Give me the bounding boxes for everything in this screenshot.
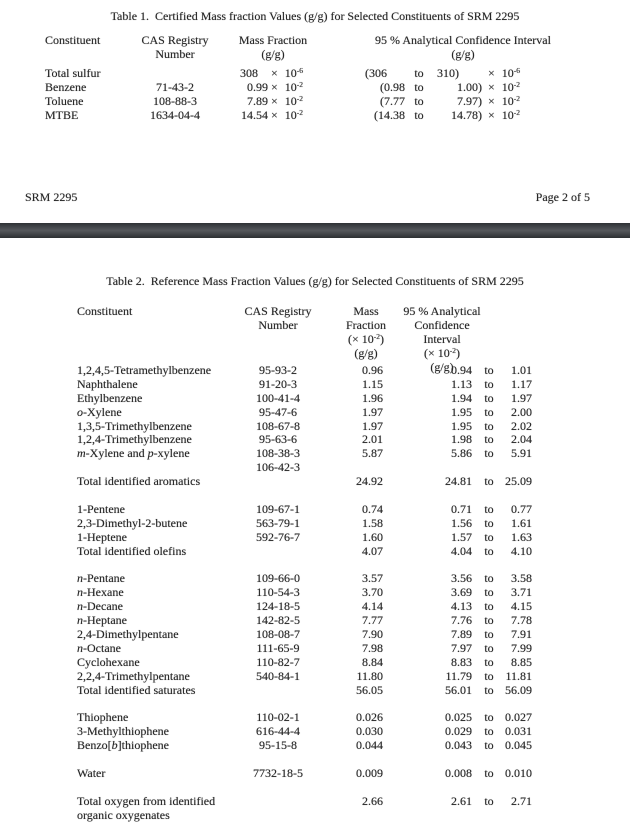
cas-number: 95-93-2 xyxy=(259,363,297,377)
table2-header-mf-line3: (× $10^{-2}$) xyxy=(347,331,384,346)
ci-high-value: 7.91 xyxy=(511,626,532,641)
table1-header-ci-line1: 95 % Analytical Confidence Interval xyxy=(375,33,551,47)
cas-number: 95-15-8 xyxy=(259,738,297,753)
ci-low-value: 3.56 xyxy=(451,571,472,586)
constituent-name: 2,4-Dimethylpentane xyxy=(77,626,179,641)
mass-fraction-value: 3.57 xyxy=(362,571,383,586)
ci-high-value: 0.027 xyxy=(505,710,532,725)
footer-page-number: Page 2 of 5 xyxy=(535,190,590,204)
constituent-name: Total identified aromatics xyxy=(77,474,201,489)
table2-row xyxy=(0,656,630,670)
ci-low-value: (0.98 xyxy=(380,80,405,94)
constituent-name: n-Hexane xyxy=(77,585,124,600)
ci-high-value: 0.045 xyxy=(505,738,532,753)
ci-low-value: 0.029 xyxy=(445,724,472,739)
cas-number: 111-65-9 xyxy=(256,640,300,655)
ci-to-label: to xyxy=(484,529,494,544)
constituent-name: Total sulfur xyxy=(45,66,101,80)
table2-row xyxy=(0,545,630,559)
table2-row xyxy=(0,684,630,698)
ci-high-value: 2.71 xyxy=(511,793,532,808)
ci-to-label: to xyxy=(484,446,494,461)
cas-number: 592-76-7 xyxy=(256,529,300,544)
table2-header-ci-line4: (g/g) xyxy=(430,359,454,374)
ci-to-label: to xyxy=(484,724,494,739)
mass-fraction-value: 1.15 xyxy=(362,376,383,391)
cas-number: 563-79-1 xyxy=(256,515,300,530)
pdf-page-1 xyxy=(0,0,630,223)
table1-header-cas-line1: CAS Registry xyxy=(141,33,209,47)
cas-number: 95-63-6 xyxy=(259,432,297,447)
ci-low-value: 0.008 xyxy=(445,765,472,780)
ci-high-value: 0.77 xyxy=(511,501,532,516)
constituent-name: Thiophene xyxy=(77,710,129,725)
mass-fraction-value: 8.84 xyxy=(362,654,383,669)
ci-high-value: 8.85 xyxy=(511,654,532,669)
ci-high-value: 7.99 xyxy=(511,640,532,655)
table1-header-confidence-interval xyxy=(353,33,573,61)
mass-fraction-value: 3.70 xyxy=(362,585,383,600)
table2-header-constituent: Constituent xyxy=(77,304,133,318)
mass-fraction-value: 14.54 xyxy=(241,108,268,122)
table2-group xyxy=(0,364,630,489)
ci-to-label: to xyxy=(484,571,494,586)
constituent-name-line2: organic oxygenates xyxy=(77,807,170,822)
ci-to-label: to xyxy=(484,682,494,697)
ci-high-value: 56.09 xyxy=(505,682,532,697)
cas-number: 108-88-3 xyxy=(153,94,197,108)
ci-to-label: to xyxy=(484,501,494,516)
ci-low-value: 0.71 xyxy=(451,501,472,516)
table1-header-cas xyxy=(130,33,220,61)
mass-fraction-value: 0.96 xyxy=(362,363,383,377)
table1-header-mass-fraction xyxy=(226,33,320,61)
ci-low-value: 0.043 xyxy=(445,738,472,753)
table2-header-ci-line1: 95 % Analytical xyxy=(403,304,481,318)
table2-row xyxy=(0,572,630,586)
table1-row xyxy=(0,80,630,94)
mass-fraction-value: 1.60 xyxy=(362,529,383,544)
ci-high-value: 1.61 xyxy=(511,515,532,530)
ci-to-label: to xyxy=(484,640,494,655)
table2-row xyxy=(0,392,630,406)
table2-title: Table 2. Reference Mass Fraction Values (g/g) for Selected Constituents of SRM 2295 xyxy=(106,274,524,288)
cas-number: 110-54-3 xyxy=(256,585,300,600)
ci-low-value: 56.01 xyxy=(445,682,472,697)
mass-fraction-value: 0.009 xyxy=(356,765,383,780)
ci-low-value: (306 xyxy=(365,66,387,80)
table2-group xyxy=(0,572,630,697)
ci-high-value: 7.78 xyxy=(511,613,532,628)
table1-header-constituent: Constituent xyxy=(45,33,101,47)
ci-low-value: 7.76 xyxy=(451,613,472,628)
table2-row xyxy=(0,614,630,628)
ci-low-value: 8.83 xyxy=(451,654,472,669)
mass-fraction-value: 24.92 xyxy=(356,474,383,489)
ci-high-value: 7.97) xyxy=(457,94,482,108)
table2-header-cas xyxy=(230,305,326,333)
constituent-name: 2,2,4-Trimethylpentane xyxy=(77,668,190,683)
ci-low-value: 2.61 xyxy=(451,793,472,808)
cas-number: 108-08-7 xyxy=(256,626,300,641)
mass-fraction-value: 0.026 xyxy=(356,710,383,725)
ci-low-value: 4.13 xyxy=(451,599,472,614)
ci-high-value: 2.04 xyxy=(511,432,532,447)
ci-multiplier: × $10^{-2}$ xyxy=(488,94,521,108)
table2-header-mass-fraction xyxy=(330,305,402,361)
ci-high-value: 14.78) xyxy=(451,108,482,122)
table2-row xyxy=(0,600,630,614)
table2-row xyxy=(0,364,630,378)
ci-high-value: 3.71 xyxy=(511,585,532,600)
ci-to-label: to xyxy=(484,515,494,530)
mass-fraction-value: 1.58 xyxy=(362,515,383,530)
ci-low-value: 1.95 xyxy=(451,404,472,419)
ci-to-label: to xyxy=(484,710,494,725)
mass-fraction-value: 1.96 xyxy=(362,390,383,405)
table2-header-mf-line1: Mass xyxy=(353,304,379,318)
cas-number-line2: 106-42-3 xyxy=(256,460,300,475)
page-footer xyxy=(0,190,630,204)
table2-row xyxy=(0,711,630,725)
ci-low-value: 1.57 xyxy=(451,529,472,544)
ci-high-value: 3.58 xyxy=(511,571,532,586)
constituent-name: Total identified saturates xyxy=(77,682,196,697)
table2-header-mf-line2: Fraction xyxy=(346,317,386,332)
table2-row xyxy=(0,531,630,545)
ci-to-label: to xyxy=(414,66,424,80)
constituent-name: 3-Methylthiophene xyxy=(77,724,169,739)
ci-to-label: to xyxy=(484,363,494,377)
cas-number: 124-18-5 xyxy=(256,599,300,614)
constituent-name: Water xyxy=(77,765,106,780)
ci-to-label: to xyxy=(484,654,494,669)
ci-low-value: 7.97 xyxy=(451,640,472,655)
cas-number: 91-20-3 xyxy=(259,376,297,391)
mass-fraction-value: 7.98 xyxy=(362,640,383,655)
constituent-name: Total oxygen from identified xyxy=(77,793,216,808)
constituent-name: 2,3-Dimethyl-2-butene xyxy=(77,515,188,530)
table2-row xyxy=(0,517,630,531)
ci-high-value: 5.91 xyxy=(511,446,532,461)
table1-header-mf-line2: (g/g) xyxy=(261,47,285,61)
table2-row xyxy=(0,795,630,823)
constituent-name: Ethylbenzene xyxy=(77,390,143,405)
cas-number: 7732-18-5 xyxy=(253,765,303,780)
table2-row xyxy=(0,420,630,434)
cas-number: 109-67-1 xyxy=(256,501,300,516)
ci-low-value: (14.38 xyxy=(374,108,405,122)
ci-to-label: to xyxy=(484,793,494,808)
ci-to-label: to xyxy=(484,432,494,447)
mass-fraction-multiplier: × $10^{-2}$ xyxy=(271,94,304,108)
ci-to-label: to xyxy=(484,390,494,405)
constituent-name: Toluene xyxy=(45,94,84,108)
mass-fraction-multiplier: × $10^{-2}$ xyxy=(271,80,304,94)
constituent-name: 1,2,4-Trimethylbenzene xyxy=(77,432,192,447)
cas-number: 95-47-6 xyxy=(259,404,297,419)
table2-header-ci-line2: Confidence Interval xyxy=(414,317,470,346)
mass-fraction-value: 2.01 xyxy=(362,432,383,447)
mass-fraction-value: 0.044 xyxy=(356,738,383,753)
cas-number: 110-82-7 xyxy=(256,654,300,669)
table2-group xyxy=(0,795,630,823)
ci-to-label: to xyxy=(484,613,494,628)
table2-row xyxy=(0,670,630,684)
constituent-name: Cyclohexane xyxy=(77,654,140,669)
ci-to-label: to xyxy=(484,668,494,683)
table1-row xyxy=(0,108,630,122)
ci-high-value: 310) xyxy=(437,66,459,80)
ci-low-value: 11.79 xyxy=(445,668,472,683)
table2-row xyxy=(0,767,630,781)
ci-to-label: to xyxy=(484,599,494,614)
ci-high-value: 11.81 xyxy=(505,668,532,683)
cas-number: 616-44-4 xyxy=(256,724,300,739)
cas-number: 109-66-0 xyxy=(256,571,300,586)
ci-to-label: to xyxy=(414,108,424,122)
constituent-name: Benzo[b]thiophene xyxy=(77,738,169,753)
ci-high-value: 25.09 xyxy=(505,474,532,489)
table1-header-mf-line1: Mass Fraction xyxy=(238,33,308,47)
ci-low-value: 1.56 xyxy=(451,515,472,530)
ci-low-value: 1.13 xyxy=(451,376,472,391)
pdf-page-2 xyxy=(0,238,630,832)
constituent-name: n-Heptane xyxy=(77,613,127,628)
mass-fraction-value: 11.80 xyxy=(356,668,383,683)
ci-to-label: to xyxy=(414,80,424,94)
table2-row xyxy=(0,739,630,753)
ci-to-label: to xyxy=(484,738,494,753)
footer-srm-label: SRM 2295 xyxy=(25,190,78,204)
ci-high-value: 1.97 xyxy=(511,390,532,405)
table1-header-cas-line2: Number xyxy=(155,47,195,61)
mass-fraction-value: 7.77 xyxy=(362,613,383,628)
ci-to-label: to xyxy=(484,626,494,641)
ci-low-value: 3.69 xyxy=(451,585,472,600)
ci-multiplier: × $10^{-2}$ xyxy=(488,80,521,94)
ci-low-value: 1.98 xyxy=(451,432,472,447)
ci-to-label: to xyxy=(414,94,424,108)
ci-high-value: 4.15 xyxy=(511,599,532,614)
ci-low-value: (7.77 xyxy=(380,94,405,108)
ci-to-label: to xyxy=(484,765,494,780)
ci-low-value: 4.04 xyxy=(451,543,472,558)
ci-high-value: 2.02 xyxy=(511,418,532,433)
constituent-name: Naphthalene xyxy=(77,376,138,391)
mass-fraction-value: 0.74 xyxy=(362,501,383,516)
cas-number: 71-43-2 xyxy=(156,80,194,94)
mass-fraction-value: 0.030 xyxy=(356,724,383,739)
table2-row xyxy=(0,406,630,420)
table2-row xyxy=(0,586,630,600)
mass-fraction-multiplier: × $10^{-6}$ xyxy=(271,66,304,80)
table2-row xyxy=(0,642,630,656)
constituent-name: 1-Heptene xyxy=(77,529,127,544)
table2-header-ci-line3: (× $10^{-2}$) xyxy=(423,345,460,360)
ci-low-value: 24.81 xyxy=(445,474,472,489)
constituent-name: MTBE xyxy=(45,108,79,122)
constituent-name: m-Xylene and p-xylene xyxy=(77,446,190,461)
table1-row xyxy=(0,94,630,108)
constituent-name: 1-Pentene xyxy=(77,501,125,516)
constituent-name: n-Decane xyxy=(77,599,123,614)
table2-row xyxy=(0,433,630,447)
mass-fraction-value: 0.99 xyxy=(247,80,268,94)
ci-to-label: to xyxy=(484,474,494,489)
table2-header-cas-line1: CAS Registry xyxy=(244,304,312,318)
table2-header-mf-line4: (g/g) xyxy=(354,345,378,360)
ci-high-value: 1.63 xyxy=(511,529,532,544)
ci-high-value: 1.00) xyxy=(457,80,482,94)
cas-number: 1634-04-4 xyxy=(150,108,200,122)
ci-low-value: 0.025 xyxy=(445,710,472,725)
table2-row xyxy=(0,475,630,489)
mass-fraction-value: 4.14 xyxy=(362,599,383,614)
ci-to-label: to xyxy=(484,404,494,419)
ci-high-value: 4.10 xyxy=(511,543,532,558)
constituent-name: 1,2,4,5-Tetramethylbenzene xyxy=(77,363,212,377)
cas-number: 142-82-5 xyxy=(256,613,300,628)
mass-fraction-value: 1.97 xyxy=(362,418,383,433)
cas-number: 108-67-8 xyxy=(256,418,300,433)
ci-low-value: 1.94 xyxy=(451,390,472,405)
ci-high-value: 2.00 xyxy=(511,404,532,419)
table1-row xyxy=(0,66,630,80)
ci-to-label: to xyxy=(484,585,494,600)
ci-multiplier: × $10^{-6}$ xyxy=(488,66,521,80)
table2-row xyxy=(0,628,630,642)
ci-low-value: 5.86 xyxy=(451,446,472,461)
table1-header-ci-line2: (g/g) xyxy=(451,47,475,61)
ci-high-value: 1.01 xyxy=(511,363,532,377)
constituent-name: Benzene xyxy=(45,80,87,94)
ci-low-value: 1.95 xyxy=(451,418,472,433)
ci-to-label: to xyxy=(484,376,494,391)
table2-group xyxy=(0,767,630,781)
table2-group xyxy=(0,503,630,559)
mass-fraction-value: 308 xyxy=(240,66,258,80)
mass-fraction-multiplier: × $10^{-2}$ xyxy=(271,108,304,122)
constituent-name: 1,3,5-Trimethylbenzene xyxy=(77,418,192,433)
cas-number: 108-38-3 xyxy=(256,446,300,461)
ci-to-label: to xyxy=(484,418,494,433)
ci-to-label: to xyxy=(484,543,494,558)
mass-fraction-value: 7.89 xyxy=(247,94,268,108)
constituent-name: n-Pentane xyxy=(77,571,125,586)
constituent-name: Total identified olefins xyxy=(77,543,187,558)
table2-row xyxy=(0,378,630,392)
ci-multiplier: × $10^{-2}$ xyxy=(488,108,521,122)
constituent-name: n-Octane xyxy=(77,640,121,655)
mass-fraction-value: 4.07 xyxy=(362,543,383,558)
cas-number: 110-02-1 xyxy=(256,710,300,725)
constituent-name: o-Xylene xyxy=(77,404,122,419)
mass-fraction-value: 56.05 xyxy=(356,682,383,697)
ci-high-value: 0.010 xyxy=(505,765,532,780)
cas-number: 540-84-1 xyxy=(256,668,300,683)
mass-fraction-value: 7.90 xyxy=(362,626,383,641)
table2-row xyxy=(0,503,630,517)
table2-row xyxy=(0,725,630,739)
table2-header-cas-line2: Number xyxy=(258,317,298,332)
cas-number: 100-41-4 xyxy=(256,390,300,405)
ci-low-value: 0.94 xyxy=(451,363,472,377)
mass-fraction-value: 5.87 xyxy=(362,446,383,461)
mass-fraction-value: 1.97 xyxy=(362,404,383,419)
table1-rows xyxy=(0,66,630,122)
table2-group xyxy=(0,711,630,753)
page-separator-bar xyxy=(0,223,630,238)
table2-rows xyxy=(0,364,630,822)
table2-row xyxy=(0,447,630,475)
ci-high-value: 1.17 xyxy=(511,376,532,391)
ci-high-value: 0.031 xyxy=(505,724,532,739)
ci-low-value: 7.89 xyxy=(451,626,472,641)
mass-fraction-value: 2.66 xyxy=(362,793,383,808)
table1-title: Table 1. Certified Mass fraction Values (g/g) for Selected Constituents of SRM 2295 xyxy=(110,9,520,23)
